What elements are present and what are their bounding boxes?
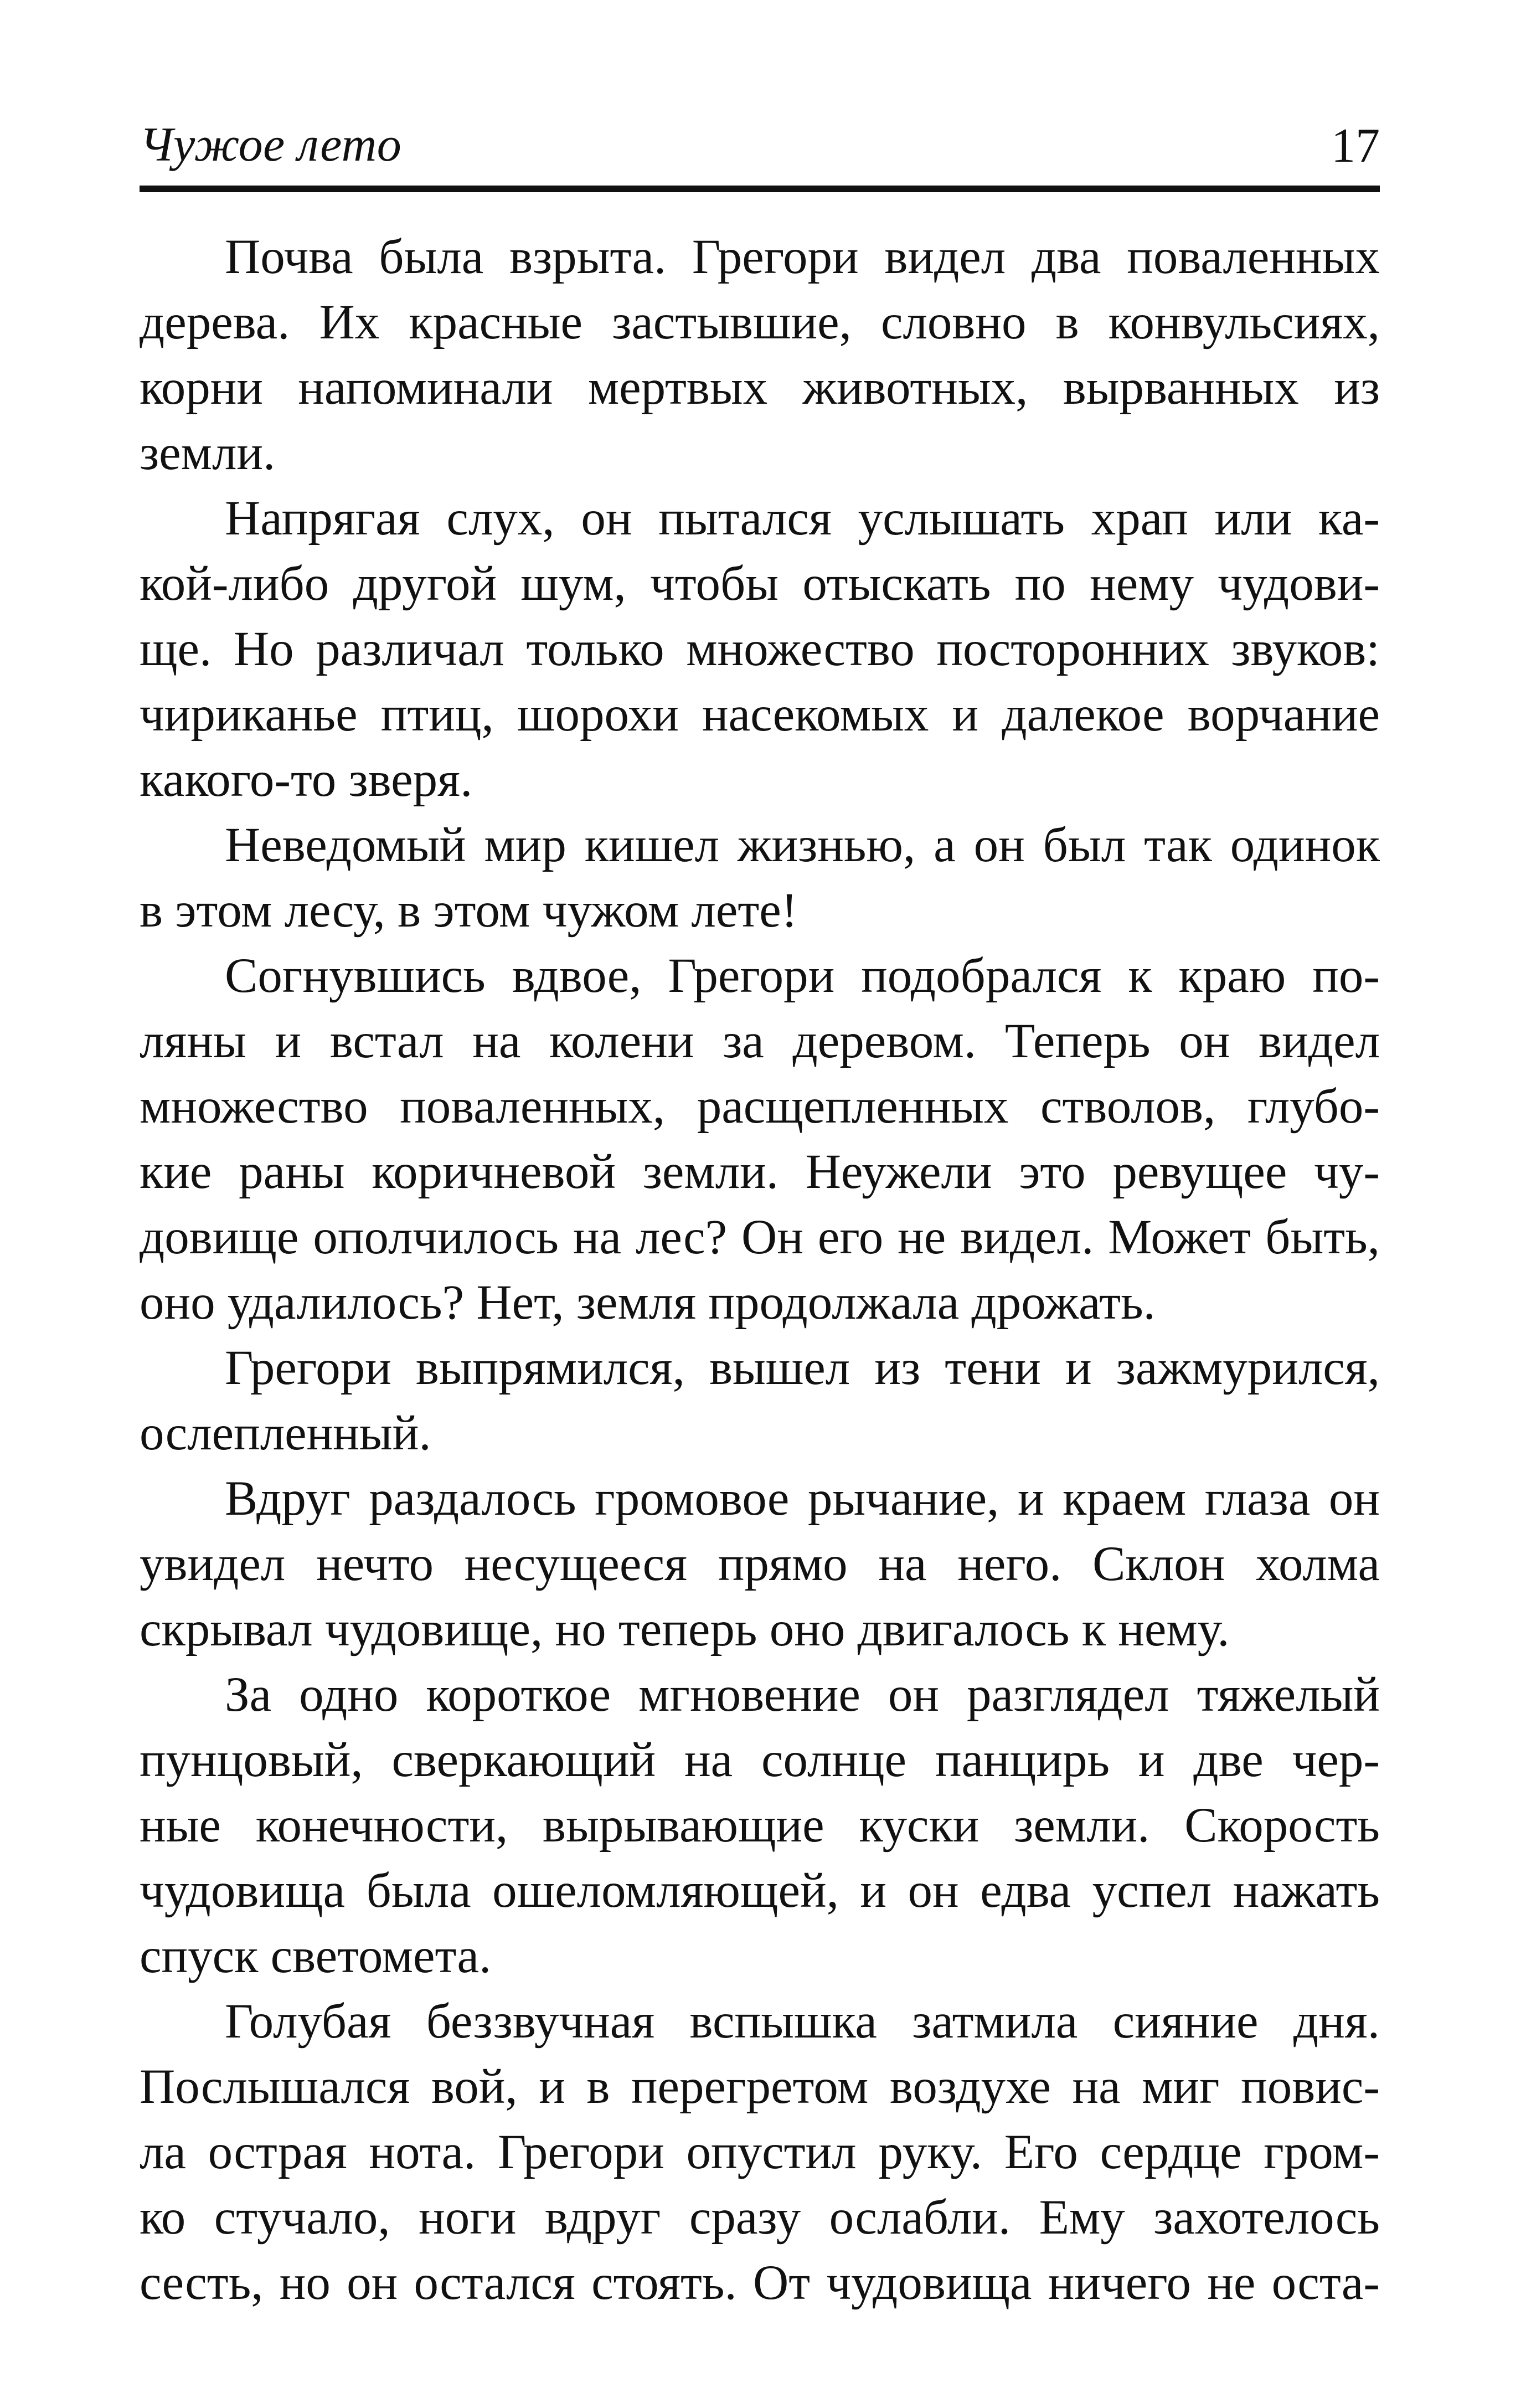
text-line: земли. [140, 426, 276, 480]
paragraph-4 [140, 943, 1380, 1335]
paragraph-1 [140, 224, 1380, 486]
paragraph-5 [140, 1335, 1380, 1466]
text-line: За одно короткое мгновение он разглядел тяжелый [225, 1668, 1380, 1722]
text-line: ла острая нота. Грегори опустил руку. Его сердце гром- [140, 2125, 1380, 2179]
text-line: увидел нечто несущееся прямо на него. Склон холма [140, 1537, 1380, 1591]
running-header [140, 105, 1380, 194]
text-line: спуск светомета. [140, 1929, 492, 1983]
text-line: Почва была взрыта. Грегори видел два поваленных [225, 230, 1380, 284]
paragraph-7 [140, 1662, 1380, 1989]
text-line: скрывал чудовище, но теперь оно двигалось к нему. [140, 1602, 1230, 1656]
text-line: Неведомый мир кишел жизнью, а он был так одинок [225, 818, 1380, 872]
text-line: Напрягая слух, он пытался услышать храп или ка- [225, 491, 1380, 546]
text-line: сесть, но он остался стоять. От чудовища ничего не оста- [140, 2256, 1380, 2310]
text-line: кой-либо другой шум, чтобы отыскать по нему чудови- [140, 557, 1380, 611]
paragraph-2 [140, 486, 1380, 812]
text-line: довище ополчилось на лес? Он его не видел. Может быть, [140, 1210, 1380, 1264]
page-number: 17 [1331, 119, 1380, 173]
text-line: Грегори выпрямился, вышел из тени и зажмурился, [225, 1341, 1380, 1395]
text-line: чудовища была ошеломляющей, и он едва успел нажать [140, 1864, 1380, 1918]
text-line: ще. Но различал только множество посторонних звуков: [140, 622, 1380, 676]
text-line: Голубая беззвучная вспышка затмила сияние дня. [225, 1994, 1380, 2049]
text-line: чириканье птиц, шорохи насекомых и далекое ворчание [140, 687, 1380, 742]
text-line: Послышался вой, и в перегретом воздухе на миг повис- [140, 2060, 1380, 2114]
text-line: кие раны коричневой земли. Неужели это ревущее чу- [140, 1145, 1380, 1199]
text-line: корни напоминали мертвых животных, вырванных из [140, 361, 1380, 415]
text-line: Согнувшись вдвое, Грегори подобрался к краю по- [225, 949, 1380, 1003]
text-line: ные конечности, вырывающие куски земли. Скорость [140, 1798, 1380, 1853]
paragraph-6 [140, 1466, 1380, 1662]
text-line: в этом лесу, в этом чужом лете! [140, 883, 798, 938]
text-line: ослепленный. [140, 1406, 431, 1460]
text-line: оно удалилось? Нет, земля продолжала дрожать. [140, 1275, 1156, 1330]
text-line: дерева. Их красные застывшие, словно в конвульсиях, [140, 295, 1380, 349]
text-line: Вдруг раздалось громовое рычание, и краем глаза он [225, 1471, 1380, 1526]
body-text [140, 224, 1380, 2316]
header-rule [140, 186, 1380, 192]
paragraph-3 [140, 812, 1380, 943]
book-title: Чужое лето [140, 118, 402, 172]
text-line: ко стучало, ноги вдруг сразу ослабли. Ему захотелось [140, 2190, 1380, 2245]
paragraph-8 [140, 1989, 1380, 2316]
text-line: множество поваленных, расщепленных стволов, глубо- [140, 1079, 1380, 1134]
text-line: ляны и встал на колени за деревом. Теперь он видел [140, 1014, 1380, 1068]
text-line: пунцовый, сверкающий на солнце панцирь и две чер- [140, 1733, 1380, 1787]
text-line: какого-то зверя. [140, 753, 473, 807]
